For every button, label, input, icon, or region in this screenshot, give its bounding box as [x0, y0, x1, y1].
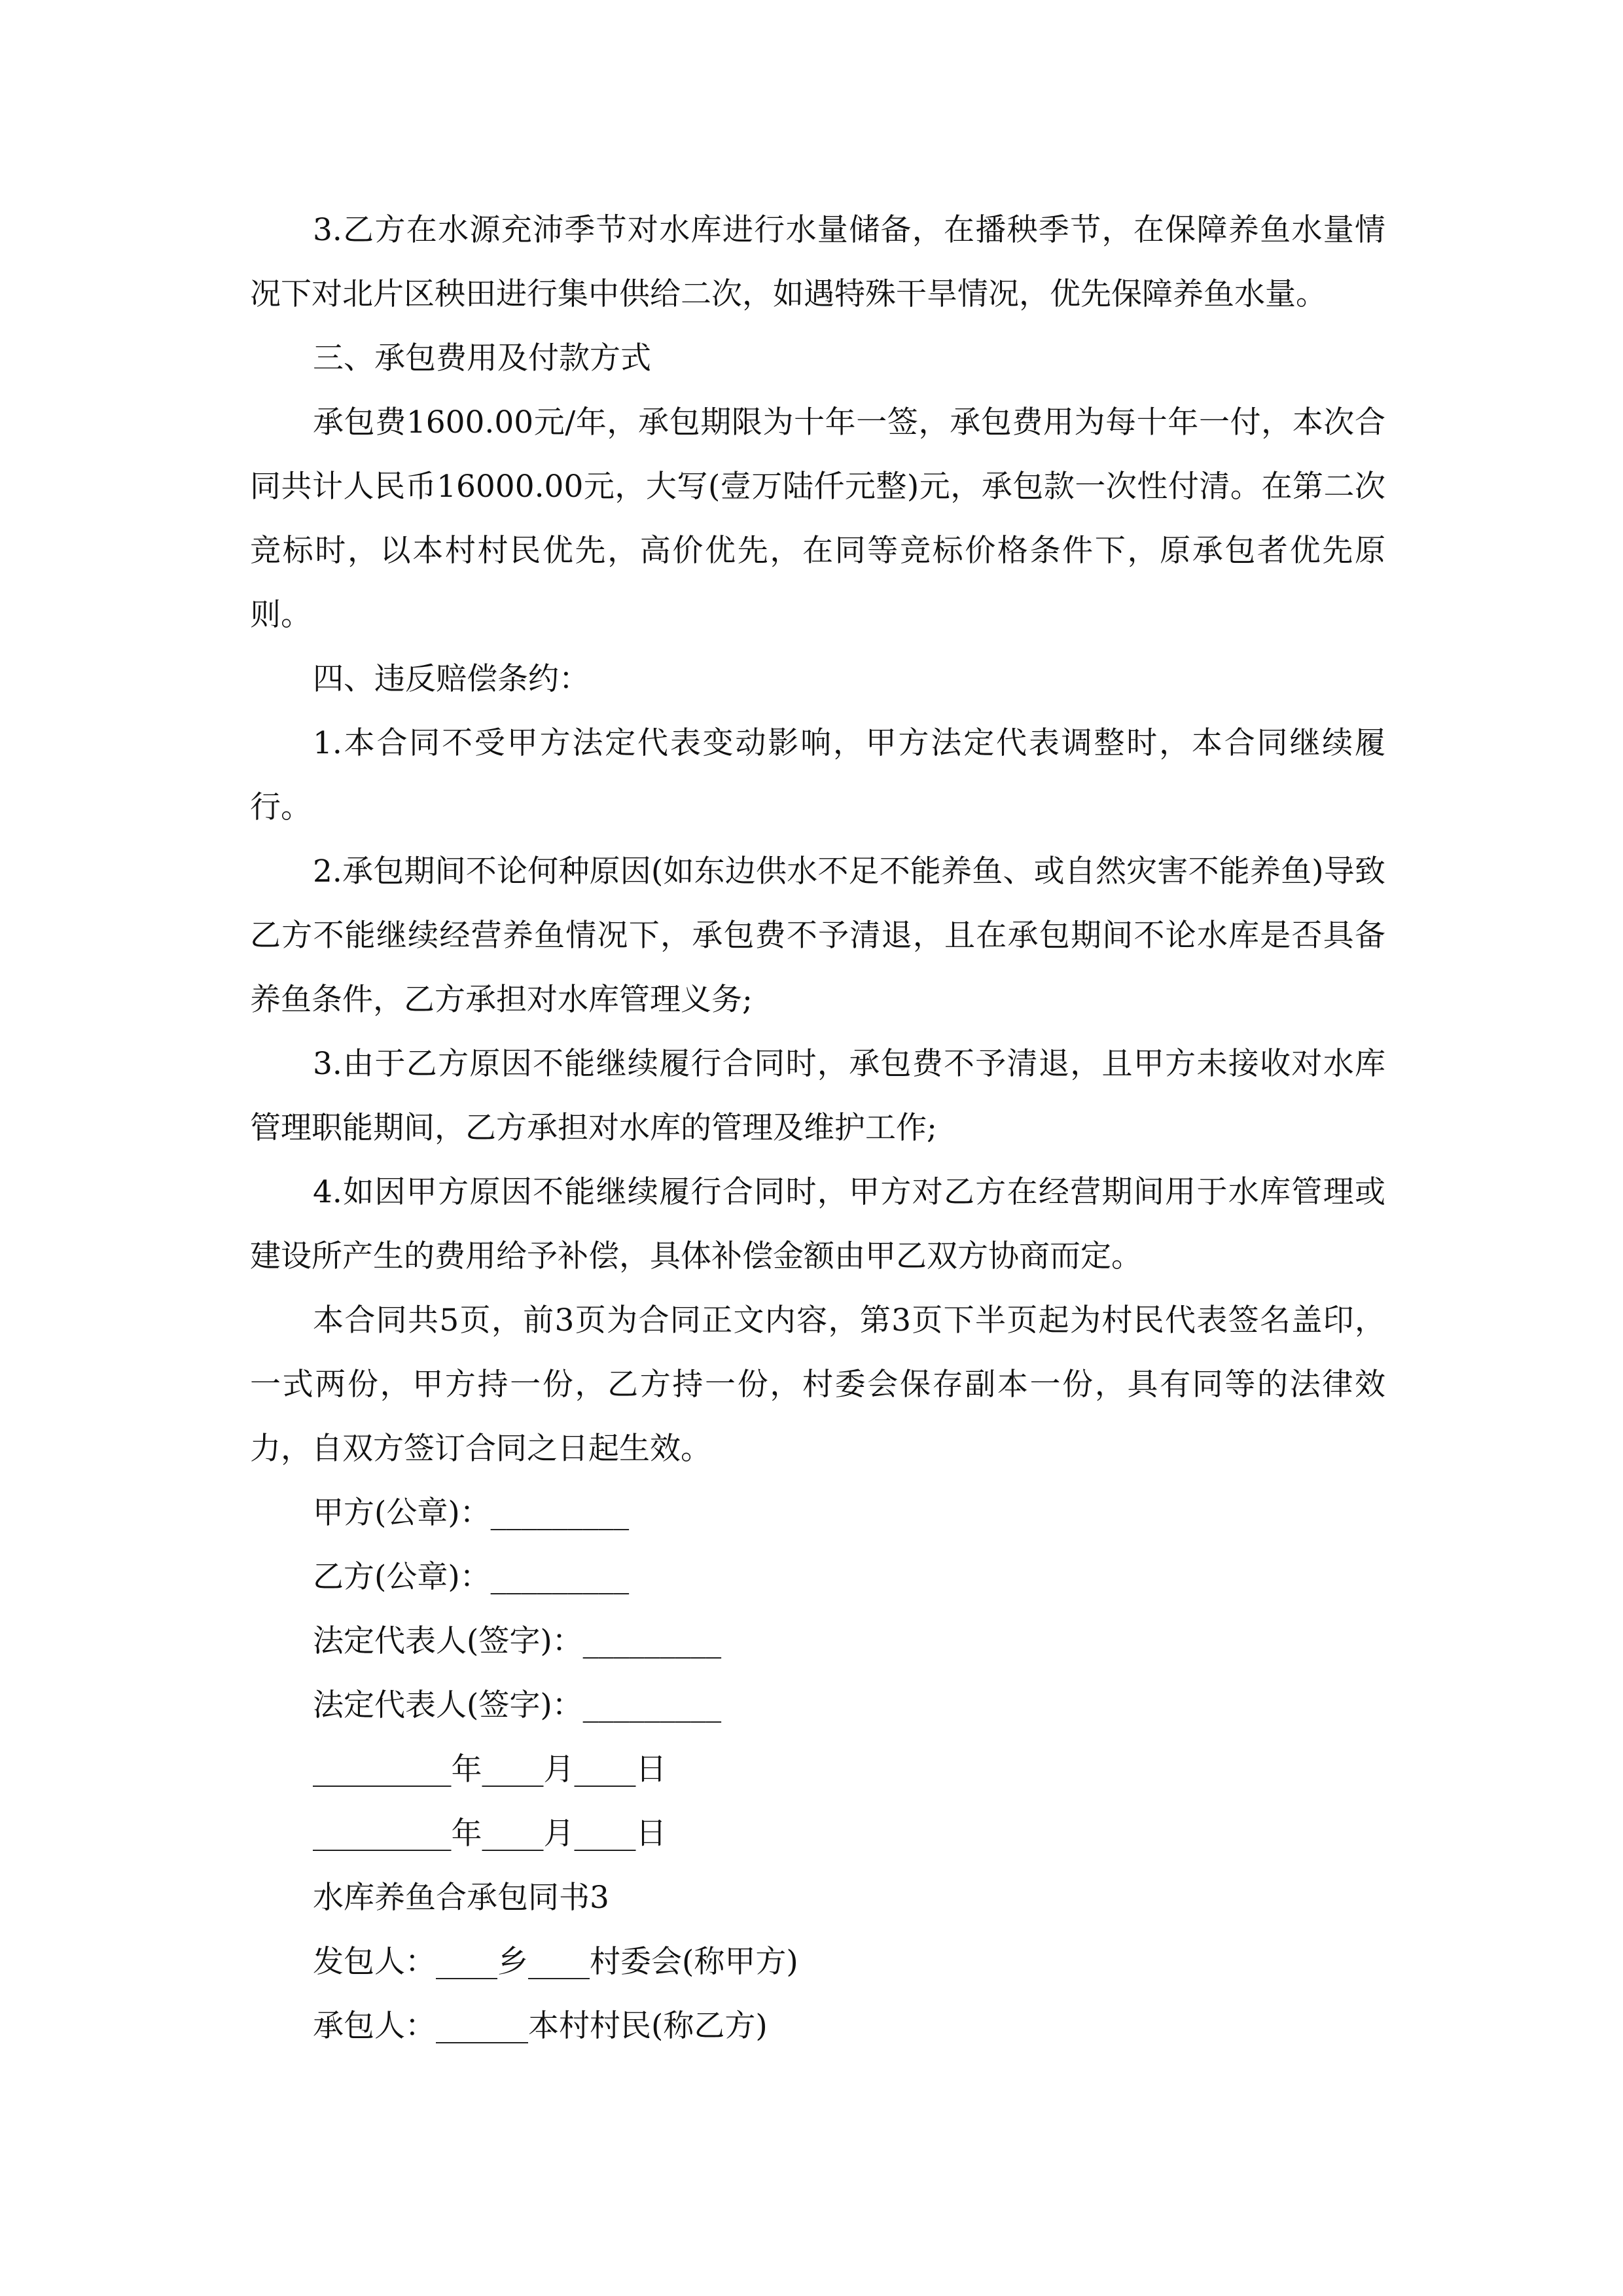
- contract-body: [250, 198, 1385, 2058]
- legal-rep-signature-line-2: 法定代表人(签字)：_________: [313, 1687, 722, 1723]
- issuer-line: 发包人：____乡____村委会(称甲方): [313, 1944, 798, 1980]
- section-4-item-2: 2.承包期间不论何种原因(如东边供水不足不能养鱼、或自然灾害不能养鱼)导致乙方不能继续经营养鱼情况下，承包费不予清退，且在承包期间不论水库是否具备养鱼条件，乙方承担对水库管理义务;: [250, 853, 1385, 1018]
- section-4-item-4: 4.如因甲方原因不能继续履行合同时，甲方对乙方在经营期间用于水库管理或建设所产生的费用给予补偿，具体补偿金额由甲乙双方协商而定。: [250, 1174, 1385, 1274]
- legal-rep-signature-line-1: 法定代表人(签字)：_________: [313, 1623, 722, 1659]
- section-3-heading: 三、承包费用及付款方式: [313, 340, 651, 376]
- next-contract-title: 水库养鱼合承包同书3: [313, 1880, 609, 1916]
- section-4-heading: 四、违反赔偿条约：: [313, 661, 590, 697]
- section-4-item-3: 3.由于乙方原因不能继续履行合同时，承包费不予清退，且甲方未接收对水库管理职能期间，乙方承担对水库的管理及维护工作;: [250, 1046, 1385, 1146]
- date-line-1: _________年____月____日: [313, 1751, 667, 1787]
- section-3-body: 承包费1600.00元/年，承包期限为十年一签，承包费用为每十年一付，本次合同共计人民币16000.00元，大写(壹万陆仟元整)元，承包款一次性付清。在第二次竞标时，以本村村民优先，高价优先，在同等竞标价格条件下，原承包者优先原则。: [250, 404, 1385, 633]
- contractor-line: 承包人：______本村村民(称乙方): [313, 2008, 768, 2044]
- party-b-seal-line: 乙方(公章)：_________: [313, 1559, 630, 1595]
- closing-paragraph: 本合同共5页，前3页为合同正文内容，第3页下半页起为村民代表签名盖印，一式两份，甲方持一份，乙方持一份，村委会保存副本一份，具有同等的法律效力，自双方签订合同之日起生效。: [250, 1302, 1385, 1467]
- date-line-2: _________年____月____日: [313, 1816, 667, 1852]
- section-4-item-1: 1.本合同不受甲方法定代表变动影响，甲方法定代表调整时，本合同继续履行。: [250, 725, 1385, 825]
- party-a-seal-line: 甲方(公章)：_________: [313, 1495, 630, 1531]
- clause-3-water: 3.乙方在水源充沛季节对水库进行水量储备，在播秧季节，在保障养鱼水量情况下对北片区秧田进行集中供给二次，如遇特殊干旱情况，优先保障养鱼水量。: [250, 212, 1385, 312]
